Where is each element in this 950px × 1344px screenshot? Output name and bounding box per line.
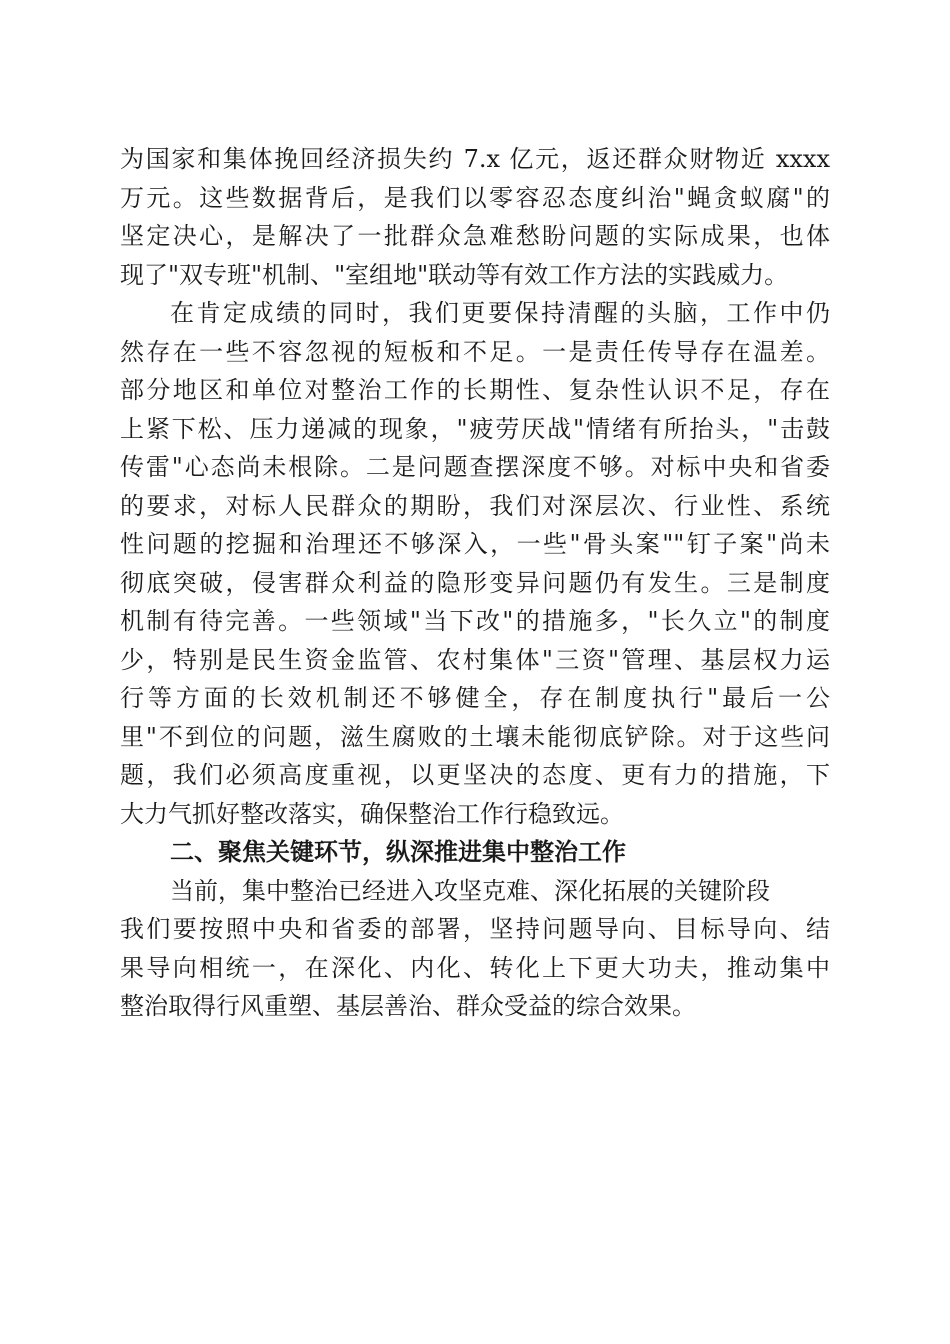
paragraph-line: 部分地区和单位对整治工作的长期性、复杂性认识不足，存在: [120, 376, 830, 404]
paragraph-2: [120, 294, 830, 833]
paragraph-line: 题，我们必须高度重视，以更坚决的态度、更有力的措施，下: [120, 761, 830, 789]
paragraph-line: 少，特别是民生资金监管、农村集体"三资"管理、基层权力运: [120, 645, 830, 674]
paragraph-line: 里"不到位的问题，滋生腐败的土壤未能彻底铲除。对于这些问: [120, 722, 830, 751]
document-page: [120, 140, 830, 1026]
paragraph-line: 性问题的挖掘和治理还不够深入，一些"骨头案""钉子案"尚未: [120, 530, 830, 558]
paragraph-line: 在肯定成绩的同时，我们更要保持清醒的头脑，工作中仍: [170, 299, 830, 327]
paragraph-line: 现了"双专班"机制、"室组地"联动等有效工作方法的实践威力。: [120, 260, 789, 289]
paragraph-line: 为国家和集体挽回经济损失约 7.x 亿元，返还群众财物近 xxxx: [120, 145, 830, 173]
paragraph-line: 我们要按照中央和省委的部署，坚持问题导向、目标导向、结: [120, 915, 830, 943]
paragraph-line: 彻底突破，侵害群众利益的隐形变异问题仍有发生。三是制度: [120, 568, 830, 597]
paragraph-3: [120, 872, 830, 1026]
paragraph-line: 然存在一些不容忽视的短板和不足。一是责任传导存在温差。: [120, 337, 830, 366]
section-heading: 二、聚焦关键环节，纵深推进集中整治工作: [170, 838, 626, 866]
paragraph-line: 坚定决心，是解决了一批群众急难愁盼问题的实际成果，也体: [120, 222, 830, 250]
paragraph-line: 行等方面的长效机制还不够健全，存在制度执行"最后一公: [120, 684, 830, 712]
paragraph-line: 大力气抓好整改落实，确保整治工作行稳致远。: [120, 799, 624, 828]
paragraph-line: 万元。这些数据背后，是我们以零容忍态度纠治"蝇贪蚁腐"的: [120, 183, 830, 212]
paragraph-line: 果导向相统一，在深化、内化、转化上下更大功夫，推动集中: [120, 953, 830, 982]
paragraph-line: 上紧下松、压力递减的现象，"疲劳厌战"情绪有所抬头，"击鼓: [120, 414, 830, 443]
paragraph-line: 机制有待完善。一些领域"当下改"的措施多，"长久立"的制度: [120, 607, 830, 635]
paragraph-line: 传雷"心态尚未根除。二是问题查摆深度不够。对标中央和省委: [120, 453, 830, 481]
paragraph-line: 整治取得行风重塑、基层善治、群众受益的综合效果。: [120, 992, 696, 1020]
paragraph-line: 的要求，对标人民群众的期盼，我们对深层次、行业性、系统: [120, 491, 830, 520]
paragraph-line: 当前，集中整治已经进入攻坚克难、深化拓展的关键阶段: [170, 876, 770, 905]
paragraph-1: [120, 140, 830, 294]
